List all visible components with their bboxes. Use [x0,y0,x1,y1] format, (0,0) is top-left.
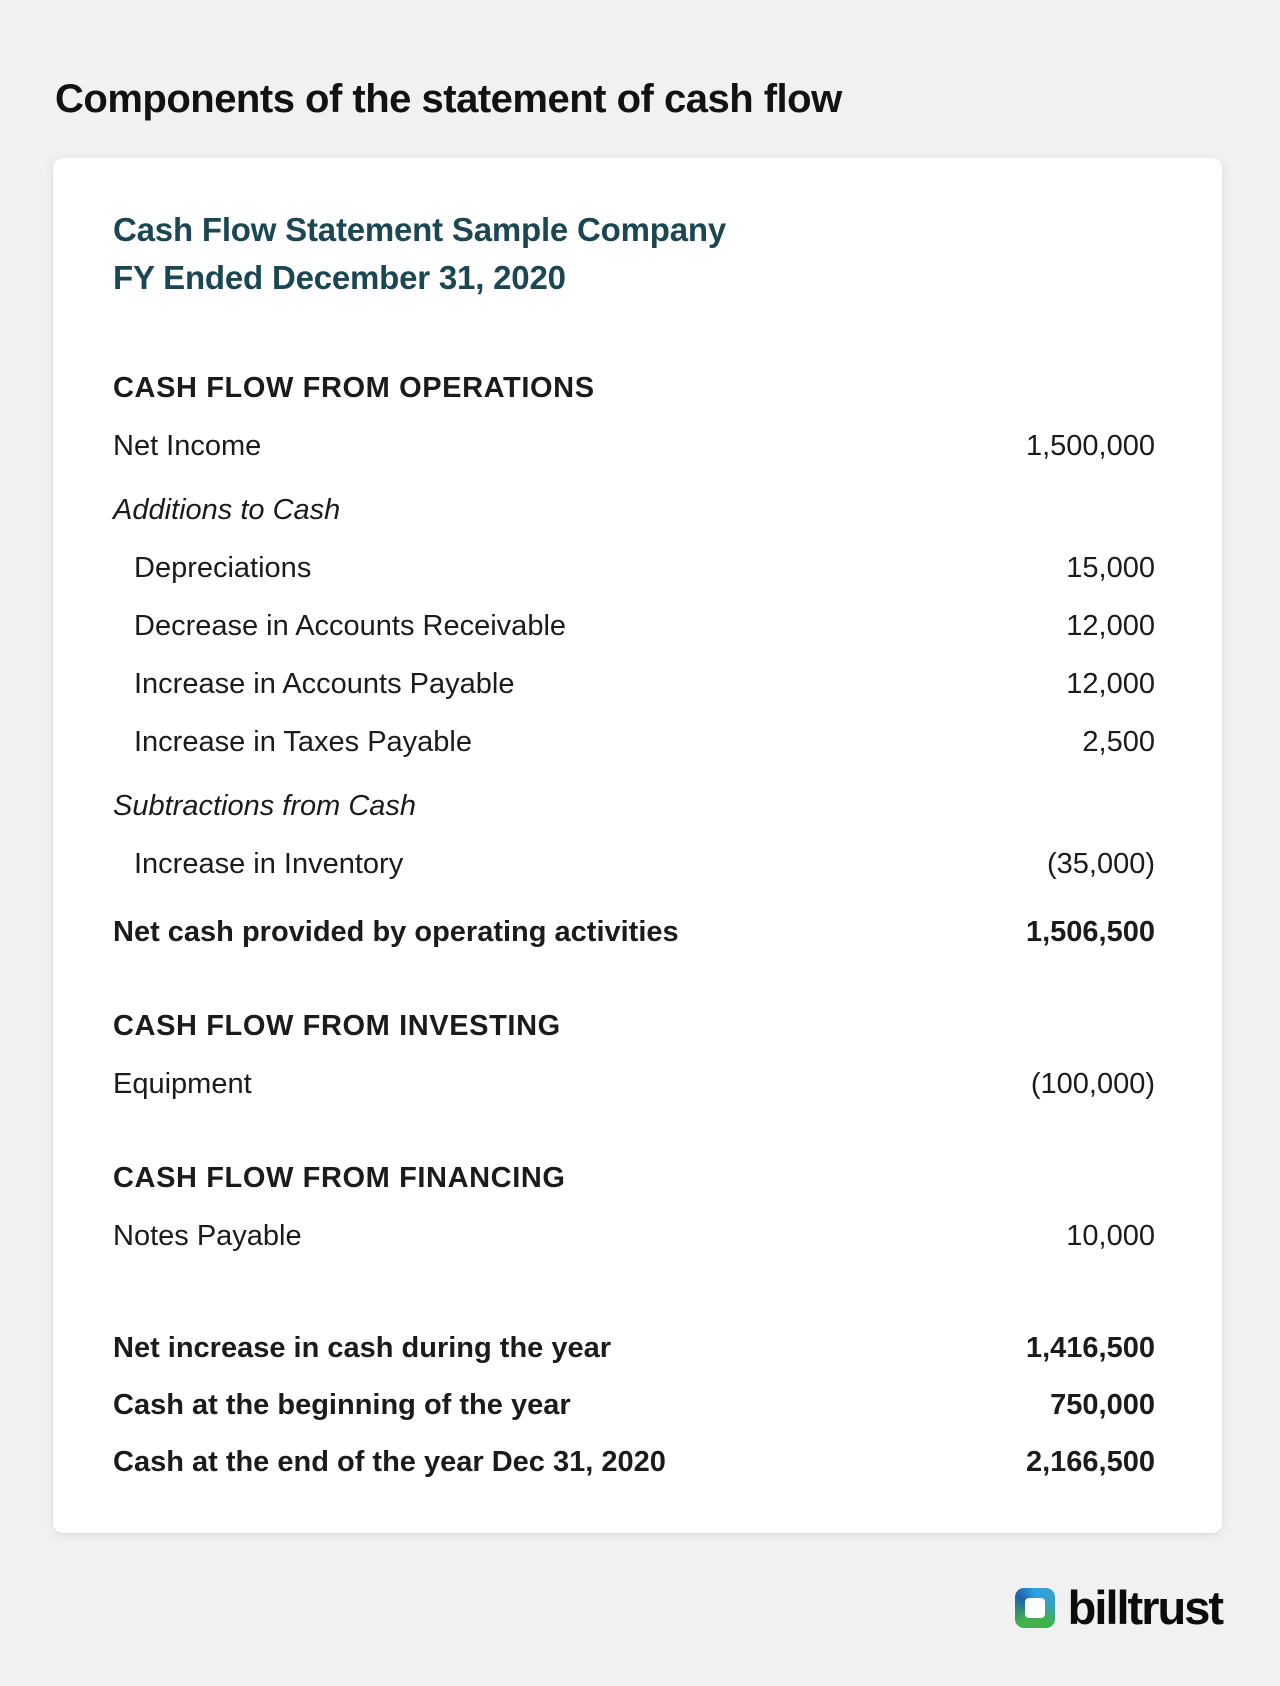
row-value: 1,506,500 [1025,916,1155,948]
billtrust-logo [1015,1580,1222,1635]
row-value: 10,000 [1066,1220,1155,1252]
statement-row [113,1444,1155,1480]
statement-heading-line1: Cash Flow Statement Sample Company [113,211,726,248]
statement-row [113,1066,1155,1102]
row-label: Net increase in cash during the year [113,1332,612,1364]
statement-row [113,788,1155,824]
statement-heading-line2: FY Ended December 31, 2020 [113,259,566,296]
row-value: 12,000 [1066,668,1155,700]
row-label: Equipment [113,1068,252,1100]
row-value: (100,000) [1030,1068,1155,1100]
statement-row [113,370,1155,406]
row-label: Net cash provided by operating activities [113,916,679,948]
row-value: (35,000) [1046,848,1155,880]
row-label: Increase in Accounts Payable [134,668,515,700]
page-title: Components of the statement of cash flow [55,76,842,121]
row-label: Increase in Inventory [134,848,404,880]
statement-rows [113,370,1155,1480]
row-value: 2,166,500 [1025,1446,1155,1478]
row-label: CASH FLOW FROM OPERATIONS [113,372,595,404]
row-label: Additions to Cash [113,494,341,526]
row-label: Subtractions from Cash [113,790,417,822]
cash-flow-statement-card [53,158,1222,1533]
row-label: CASH FLOW FROM INVESTING [113,1010,561,1042]
row-value: 750,000 [1050,1389,1155,1421]
billtrust-square-icon [1015,1588,1055,1628]
row-label: Cash at the end of the year Dec 31, 2020 [113,1446,666,1478]
row-label: Depreciations [134,552,312,584]
statement-row [113,846,1155,882]
row-value: 12,000 [1066,610,1155,642]
statement-row [113,1387,1155,1423]
statement-row [113,608,1155,644]
row-label: Notes Payable [113,1220,302,1252]
row-value: 1,416,500 [1025,1332,1155,1364]
row-label: Cash at the beginning of the year [113,1389,571,1421]
statement-row [113,666,1155,702]
statement-row [113,1218,1155,1254]
row-label: Decrease in Accounts Receivable [134,610,567,642]
row-label: CASH FLOW FROM FINANCING [113,1162,566,1194]
row-value: 15,000 [1066,552,1155,584]
statement-row [113,724,1155,760]
row-label: Increase in Taxes Payable [134,726,473,758]
statement-heading [113,206,1155,302]
statement-row [113,914,1155,950]
billtrust-logo-text: billtrust [1067,1581,1222,1634]
statement-row [113,1330,1155,1366]
statement-row [113,1160,1155,1196]
row-label: Net Income [113,430,262,462]
statement-row [113,1008,1155,1044]
statement-row [113,550,1155,586]
statement-row [113,428,1155,464]
statement-row [113,492,1155,528]
row-value: 2,500 [1082,726,1155,758]
row-value: 1,500,000 [1025,430,1155,462]
